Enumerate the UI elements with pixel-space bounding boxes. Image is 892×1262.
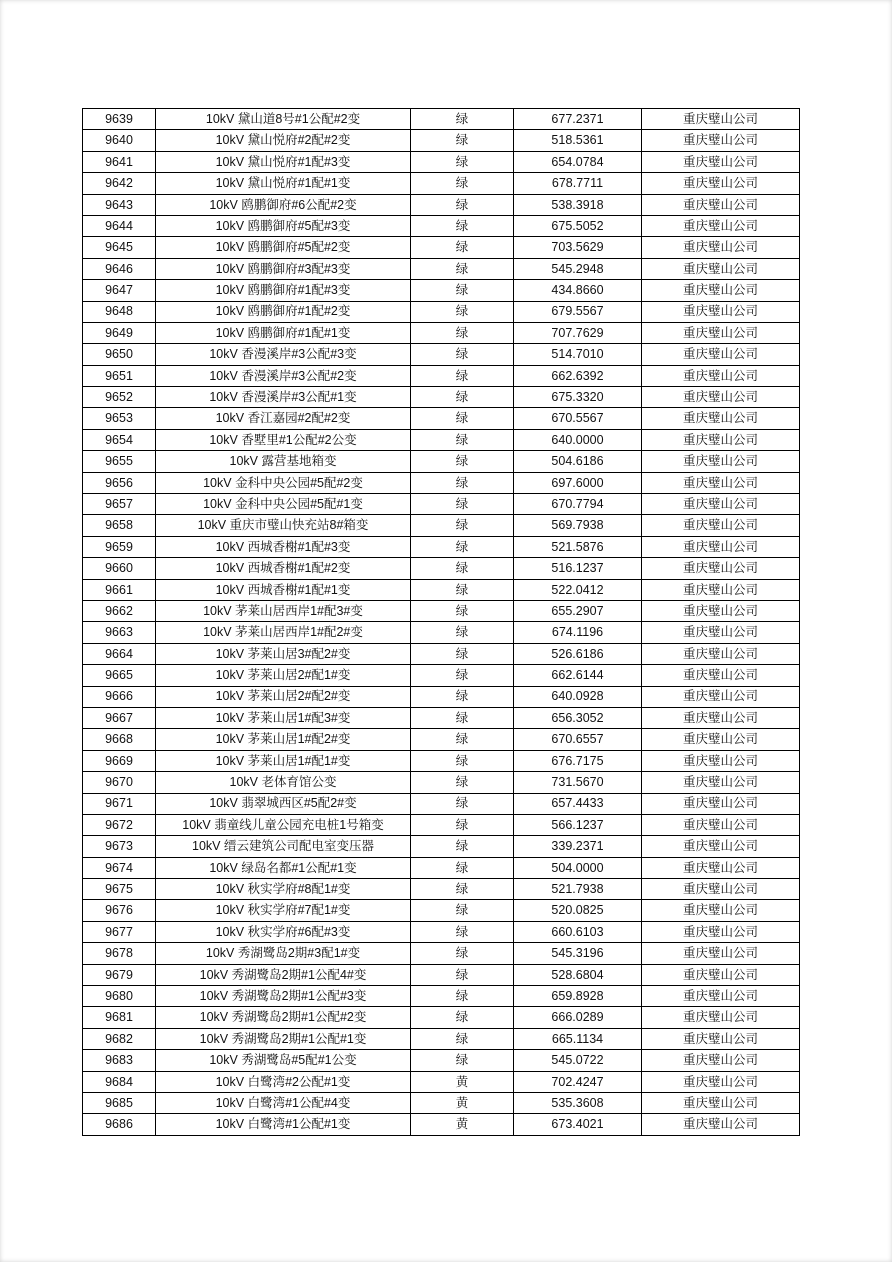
company-cell: 重庆璧山公司	[642, 237, 800, 258]
status-cell: 绿	[411, 943, 514, 964]
meter-table-body	[83, 109, 800, 1136]
table-row	[83, 344, 800, 365]
load-value-cell: 655.2907	[514, 600, 642, 621]
device-name-cell: 10kV 翡翠城西区#5配2#变	[156, 793, 411, 814]
device-name-cell: 10kV 茅莱山居西岸1#配3#变	[156, 600, 411, 621]
row-id-cell: 9644	[83, 215, 156, 236]
table-row	[83, 707, 800, 728]
device-name-cell: 10kV 香墅里#1公配#2公变	[156, 429, 411, 450]
device-name-cell: 10kV 茅莱山居西岸1#配2#变	[156, 622, 411, 643]
table-row	[83, 1092, 800, 1113]
load-value-cell: 657.4433	[514, 793, 642, 814]
load-value-cell: 514.7010	[514, 344, 642, 365]
status-cell: 绿	[411, 387, 514, 408]
row-id-cell: 9648	[83, 301, 156, 322]
company-cell: 重庆璧山公司	[642, 707, 800, 728]
company-cell: 重庆璧山公司	[642, 814, 800, 835]
device-name-cell: 10kV 秀湖鹭岛2期#1公配#2变	[156, 1007, 411, 1028]
row-id-cell: 9672	[83, 814, 156, 835]
row-id-cell: 9680	[83, 986, 156, 1007]
table-row	[83, 109, 800, 130]
device-name-cell: 10kV 金科中央公园#5配#2变	[156, 472, 411, 493]
table-row	[83, 1071, 800, 1092]
row-id-cell: 9665	[83, 665, 156, 686]
status-cell: 绿	[411, 964, 514, 985]
load-value-cell: 675.5052	[514, 215, 642, 236]
row-id-cell: 9662	[83, 600, 156, 621]
device-name-cell: 10kV 茅莱山居1#配1#变	[156, 750, 411, 771]
row-id-cell: 9661	[83, 579, 156, 600]
row-id-cell: 9677	[83, 921, 156, 942]
company-cell: 重庆璧山公司	[642, 280, 800, 301]
row-id-cell: 9674	[83, 857, 156, 878]
device-name-cell: 10kV 鸥鹏御府#3配#3变	[156, 258, 411, 279]
company-cell: 重庆璧山公司	[642, 686, 800, 707]
row-id-cell: 9640	[83, 130, 156, 151]
table-row	[83, 194, 800, 215]
device-name-cell: 10kV 白鹭湾#1公配#4变	[156, 1092, 411, 1113]
status-cell: 绿	[411, 772, 514, 793]
company-cell: 重庆璧山公司	[642, 1050, 800, 1071]
status-cell: 绿	[411, 536, 514, 557]
load-value-cell: 545.0722	[514, 1050, 642, 1071]
status-cell: 绿	[411, 408, 514, 429]
load-value-cell: 528.6804	[514, 964, 642, 985]
status-cell: 绿	[411, 686, 514, 707]
table-row	[83, 986, 800, 1007]
row-id-cell: 9652	[83, 387, 156, 408]
load-value-cell: 665.1134	[514, 1028, 642, 1049]
load-value-cell: 434.8660	[514, 280, 642, 301]
row-id-cell: 9645	[83, 237, 156, 258]
row-id-cell: 9671	[83, 793, 156, 814]
load-value-cell: 677.2371	[514, 109, 642, 130]
status-cell: 绿	[411, 237, 514, 258]
row-id-cell: 9676	[83, 900, 156, 921]
table-row	[83, 622, 800, 643]
table-row	[83, 643, 800, 664]
row-id-cell: 9686	[83, 1114, 156, 1135]
row-id-cell: 9647	[83, 280, 156, 301]
load-value-cell: 731.5670	[514, 772, 642, 793]
device-name-cell: 10kV 香漫溪岸#3公配#2变	[156, 365, 411, 386]
company-cell: 重庆璧山公司	[642, 215, 800, 236]
device-name-cell: 10kV 香漫溪岸#3公配#3变	[156, 344, 411, 365]
load-value-cell: 660.6103	[514, 921, 642, 942]
company-cell: 重庆璧山公司	[642, 921, 800, 942]
device-name-cell: 10kV 香江嘉园#2配#2变	[156, 408, 411, 429]
row-id-cell: 9656	[83, 472, 156, 493]
device-name-cell: 10kV 西城香榭#1配#2变	[156, 558, 411, 579]
device-name-cell: 10kV 西城香榭#1配#1变	[156, 579, 411, 600]
status-cell: 绿	[411, 793, 514, 814]
table-row	[83, 750, 800, 771]
table-row	[83, 322, 800, 343]
row-id-cell: 9668	[83, 729, 156, 750]
row-id-cell: 9670	[83, 772, 156, 793]
load-value-cell: 666.0289	[514, 1007, 642, 1028]
company-cell: 重庆璧山公司	[642, 515, 800, 536]
table-row	[83, 879, 800, 900]
status-cell: 绿	[411, 494, 514, 515]
device-name-cell: 10kV 秋实学府#8配1#变	[156, 879, 411, 900]
row-id-cell: 9649	[83, 322, 156, 343]
load-value-cell: 674.1196	[514, 622, 642, 643]
table-row	[83, 964, 800, 985]
load-value-cell: 538.3918	[514, 194, 642, 215]
load-value-cell: 670.7794	[514, 494, 642, 515]
table-row	[83, 857, 800, 878]
status-cell: 绿	[411, 857, 514, 878]
table-row	[83, 151, 800, 172]
device-name-cell: 10kV 秀湖鹭岛2期#1公配#3变	[156, 986, 411, 1007]
device-name-cell: 10kV 鸥鹏御府#1配#2变	[156, 301, 411, 322]
status-cell: 绿	[411, 258, 514, 279]
table-row	[83, 1007, 800, 1028]
table-row	[83, 814, 800, 835]
company-cell: 重庆璧山公司	[642, 1092, 800, 1113]
row-id-cell: 9655	[83, 451, 156, 472]
company-cell: 重庆璧山公司	[642, 365, 800, 386]
status-cell: 绿	[411, 215, 514, 236]
table-row	[83, 686, 800, 707]
company-cell: 重庆璧山公司	[642, 472, 800, 493]
row-id-cell: 9654	[83, 429, 156, 450]
table-row	[83, 280, 800, 301]
load-value-cell: 659.8928	[514, 986, 642, 1007]
load-value-cell: 339.2371	[514, 836, 642, 857]
device-name-cell: 10kV 秀湖鹭岛#5配#1公变	[156, 1050, 411, 1071]
row-id-cell: 9685	[83, 1092, 156, 1113]
status-cell: 绿	[411, 600, 514, 621]
row-id-cell: 9683	[83, 1050, 156, 1071]
table-row	[83, 836, 800, 857]
table-row	[83, 729, 800, 750]
device-name-cell: 10kV 茅莱山居1#配3#变	[156, 707, 411, 728]
status-cell: 绿	[411, 472, 514, 493]
table-row	[83, 900, 800, 921]
row-id-cell: 9667	[83, 707, 156, 728]
load-value-cell: 679.5567	[514, 301, 642, 322]
status-cell: 绿	[411, 879, 514, 900]
row-id-cell: 9642	[83, 173, 156, 194]
row-id-cell: 9641	[83, 151, 156, 172]
table-row	[83, 237, 800, 258]
device-name-cell: 10kV 秀湖鹭岛2期#1公配4#变	[156, 964, 411, 985]
company-cell: 重庆璧山公司	[642, 750, 800, 771]
device-name-cell: 10kV 香漫溪岸#3公配#1变	[156, 387, 411, 408]
load-value-cell: 569.7938	[514, 515, 642, 536]
company-cell: 重庆璧山公司	[642, 494, 800, 515]
row-id-cell: 9650	[83, 344, 156, 365]
status-cell: 黄	[411, 1114, 514, 1135]
load-value-cell: 656.3052	[514, 707, 642, 728]
status-cell: 绿	[411, 301, 514, 322]
load-value-cell: 673.4021	[514, 1114, 642, 1135]
table-row	[83, 1114, 800, 1135]
status-cell: 绿	[411, 173, 514, 194]
row-id-cell: 9646	[83, 258, 156, 279]
load-value-cell: 522.0412	[514, 579, 642, 600]
row-id-cell: 9666	[83, 686, 156, 707]
row-id-cell: 9669	[83, 750, 156, 771]
company-cell: 重庆璧山公司	[642, 387, 800, 408]
row-id-cell: 9643	[83, 194, 156, 215]
table-row	[83, 173, 800, 194]
load-value-cell: 702.4247	[514, 1071, 642, 1092]
company-cell: 重庆璧山公司	[642, 729, 800, 750]
load-value-cell: 504.0000	[514, 857, 642, 878]
load-value-cell: 707.7629	[514, 322, 642, 343]
table-row	[83, 772, 800, 793]
table-row	[83, 600, 800, 621]
device-name-cell: 10kV 茅莱山居2#配2#变	[156, 686, 411, 707]
device-name-cell: 10kV 茅莱山居3#配2#变	[156, 643, 411, 664]
device-name-cell: 10kV 茅莱山居1#配2#变	[156, 729, 411, 750]
company-cell: 重庆璧山公司	[642, 194, 800, 215]
load-value-cell: 566.1237	[514, 814, 642, 835]
device-name-cell: 10kV 白鹭湾#2公配#1变	[156, 1071, 411, 1092]
row-id-cell: 9663	[83, 622, 156, 643]
status-cell: 绿	[411, 707, 514, 728]
load-value-cell: 662.6392	[514, 365, 642, 386]
status-cell: 绿	[411, 622, 514, 643]
device-name-cell: 10kV 秋实学府#6配#3变	[156, 921, 411, 942]
table-row	[83, 793, 800, 814]
device-name-cell: 10kV 黛山悦府#1配#1变	[156, 173, 411, 194]
status-cell: 绿	[411, 814, 514, 835]
status-cell: 绿	[411, 280, 514, 301]
company-cell: 重庆璧山公司	[642, 429, 800, 450]
row-id-cell: 9684	[83, 1071, 156, 1092]
load-value-cell: 678.7711	[514, 173, 642, 194]
status-cell: 绿	[411, 836, 514, 857]
status-cell: 绿	[411, 194, 514, 215]
load-value-cell: 697.6000	[514, 472, 642, 493]
company-cell: 重庆璧山公司	[642, 258, 800, 279]
status-cell: 黄	[411, 1092, 514, 1113]
company-cell: 重庆璧山公司	[642, 793, 800, 814]
status-cell: 绿	[411, 921, 514, 942]
row-id-cell: 9639	[83, 109, 156, 130]
status-cell: 绿	[411, 986, 514, 1007]
status-cell: 绿	[411, 1050, 514, 1071]
device-name-cell: 10kV 重庆市璧山快充站8#箱变	[156, 515, 411, 536]
company-cell: 重庆璧山公司	[642, 1071, 800, 1092]
company-cell: 重庆璧山公司	[642, 900, 800, 921]
company-cell: 重庆璧山公司	[642, 173, 800, 194]
row-id-cell: 9681	[83, 1007, 156, 1028]
device-name-cell: 10kV 金科中央公园#5配#1变	[156, 494, 411, 515]
table-row	[83, 301, 800, 322]
table-row	[83, 472, 800, 493]
table-row	[83, 665, 800, 686]
row-id-cell: 9651	[83, 365, 156, 386]
status-cell: 绿	[411, 750, 514, 771]
table-row	[83, 408, 800, 429]
device-name-cell: 10kV 缙云建筑公司配电室变压器	[156, 836, 411, 857]
load-value-cell: 662.6144	[514, 665, 642, 686]
row-id-cell: 9658	[83, 515, 156, 536]
company-cell: 重庆璧山公司	[642, 643, 800, 664]
company-cell: 重庆璧山公司	[642, 622, 800, 643]
meter-table	[82, 108, 800, 1136]
company-cell: 重庆璧山公司	[642, 879, 800, 900]
table-row	[83, 1028, 800, 1049]
load-value-cell: 670.5567	[514, 408, 642, 429]
device-name-cell: 10kV 茅莱山居2#配1#变	[156, 665, 411, 686]
status-cell: 绿	[411, 729, 514, 750]
device-name-cell: 10kV 秋实学府#7配1#变	[156, 900, 411, 921]
device-name-cell: 10kV 露营基地箱变	[156, 451, 411, 472]
company-cell: 重庆璧山公司	[642, 600, 800, 621]
company-cell: 重庆璧山公司	[642, 943, 800, 964]
company-cell: 重庆璧山公司	[642, 301, 800, 322]
company-cell: 重庆璧山公司	[642, 408, 800, 429]
device-name-cell: 10kV 秀湖鹭岛2期#1公配#1变	[156, 1028, 411, 1049]
company-cell: 重庆璧山公司	[642, 109, 800, 130]
table-row	[83, 558, 800, 579]
table-row	[83, 429, 800, 450]
load-value-cell: 521.7938	[514, 879, 642, 900]
table-row	[83, 579, 800, 600]
load-value-cell: 545.2948	[514, 258, 642, 279]
device-name-cell: 10kV 黛山悦府#1配#3变	[156, 151, 411, 172]
status-cell: 绿	[411, 900, 514, 921]
load-value-cell: 518.5361	[514, 130, 642, 151]
status-cell: 绿	[411, 515, 514, 536]
company-cell: 重庆璧山公司	[642, 344, 800, 365]
status-cell: 绿	[411, 558, 514, 579]
table-row	[83, 365, 800, 386]
status-cell: 绿	[411, 365, 514, 386]
load-value-cell: 675.3320	[514, 387, 642, 408]
status-cell: 绿	[411, 665, 514, 686]
load-value-cell: 516.1237	[514, 558, 642, 579]
company-cell: 重庆璧山公司	[642, 986, 800, 1007]
table-row	[83, 215, 800, 236]
row-id-cell: 9678	[83, 943, 156, 964]
company-cell: 重庆璧山公司	[642, 836, 800, 857]
table-row	[83, 130, 800, 151]
load-value-cell: 670.6557	[514, 729, 642, 750]
status-cell: 绿	[411, 451, 514, 472]
row-id-cell: 9659	[83, 536, 156, 557]
status-cell: 绿	[411, 151, 514, 172]
load-value-cell: 504.6186	[514, 451, 642, 472]
company-cell: 重庆璧山公司	[642, 536, 800, 557]
device-name-cell: 10kV 鸥鹏御府#6公配#2变	[156, 194, 411, 215]
device-name-cell: 10kV 西城香榭#1配#3变	[156, 536, 411, 557]
load-value-cell: 526.6186	[514, 643, 642, 664]
row-id-cell: 9682	[83, 1028, 156, 1049]
load-value-cell: 654.0784	[514, 151, 642, 172]
company-cell: 重庆璧山公司	[642, 130, 800, 151]
device-name-cell: 10kV 秀湖鹭岛2期#3配1#变	[156, 943, 411, 964]
device-name-cell: 10kV 黛山道8号#1公配#2变	[156, 109, 411, 130]
status-cell: 绿	[411, 344, 514, 365]
company-cell: 重庆璧山公司	[642, 151, 800, 172]
company-cell: 重庆璧山公司	[642, 579, 800, 600]
device-name-cell: 10kV 鸥鹏御府#1配#1变	[156, 322, 411, 343]
status-cell: 绿	[411, 643, 514, 664]
company-cell: 重庆璧山公司	[642, 665, 800, 686]
load-value-cell: 703.5629	[514, 237, 642, 258]
status-cell: 绿	[411, 1007, 514, 1028]
load-value-cell: 640.0000	[514, 429, 642, 450]
row-id-cell: 9675	[83, 879, 156, 900]
status-cell: 绿	[411, 429, 514, 450]
row-id-cell: 9679	[83, 964, 156, 985]
status-cell: 绿	[411, 322, 514, 343]
device-name-cell: 10kV 翡童线儿童公园充电桩1号箱变	[156, 814, 411, 835]
table-row	[83, 1050, 800, 1071]
company-cell: 重庆璧山公司	[642, 1007, 800, 1028]
table-row	[83, 451, 800, 472]
load-value-cell: 520.0825	[514, 900, 642, 921]
table-row	[83, 258, 800, 279]
table-row	[83, 943, 800, 964]
status-cell: 黄	[411, 1071, 514, 1092]
status-cell: 绿	[411, 109, 514, 130]
company-cell: 重庆璧山公司	[642, 322, 800, 343]
status-cell: 绿	[411, 579, 514, 600]
device-name-cell: 10kV 鸥鹏御府#5配#3变	[156, 215, 411, 236]
company-cell: 重庆璧山公司	[642, 772, 800, 793]
table-row	[83, 921, 800, 942]
company-cell: 重庆璧山公司	[642, 857, 800, 878]
status-cell: 绿	[411, 130, 514, 151]
load-value-cell: 521.5876	[514, 536, 642, 557]
load-value-cell: 640.0928	[514, 686, 642, 707]
device-name-cell: 10kV 白鹭湾#1公配#1变	[156, 1114, 411, 1135]
load-value-cell: 535.3608	[514, 1092, 642, 1113]
company-cell: 重庆璧山公司	[642, 558, 800, 579]
table-row	[83, 536, 800, 557]
company-cell: 重庆璧山公司	[642, 1028, 800, 1049]
row-id-cell: 9657	[83, 494, 156, 515]
device-name-cell: 10kV 鸥鹏御府#5配#2变	[156, 237, 411, 258]
device-name-cell: 10kV 老体育馆公变	[156, 772, 411, 793]
row-id-cell: 9660	[83, 558, 156, 579]
device-name-cell: 10kV 黛山悦府#2配#2变	[156, 130, 411, 151]
table-row	[83, 387, 800, 408]
company-cell: 重庆璧山公司	[642, 451, 800, 472]
device-name-cell: 10kV 绿岛名都#1公配#1变	[156, 857, 411, 878]
company-cell: 重庆璧山公司	[642, 1114, 800, 1135]
row-id-cell: 9664	[83, 643, 156, 664]
row-id-cell: 9673	[83, 836, 156, 857]
device-name-cell: 10kV 鸥鹏御府#1配#3变	[156, 280, 411, 301]
company-cell: 重庆璧山公司	[642, 964, 800, 985]
load-value-cell: 545.3196	[514, 943, 642, 964]
table-row	[83, 494, 800, 515]
status-cell: 绿	[411, 1028, 514, 1049]
table-row	[83, 515, 800, 536]
load-value-cell: 676.7175	[514, 750, 642, 771]
row-id-cell: 9653	[83, 408, 156, 429]
